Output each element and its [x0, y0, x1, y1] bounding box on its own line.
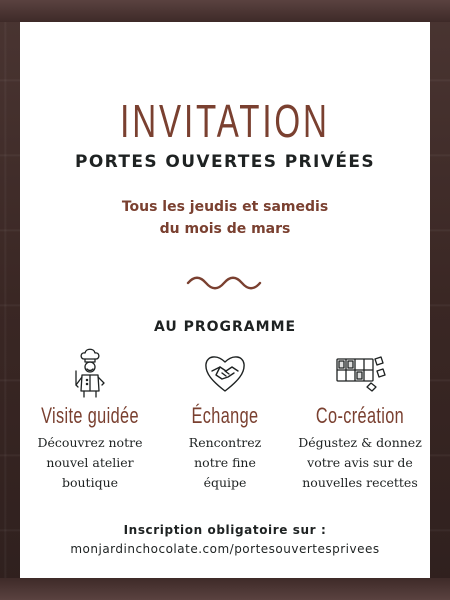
program-item-line: nouvelles recettes: [302, 475, 418, 490]
program-item-line: nouvel atelier: [46, 455, 134, 470]
program-item-line: boutique: [61, 475, 119, 490]
invitation-title: INVITATION: [120, 95, 330, 147]
program-item-title: Visite guidée: [41, 403, 139, 428]
chocolate-background-top: [0, 0, 450, 22]
program-item-line: équipe: [203, 475, 247, 490]
program-item-line: Rencontrez: [188, 435, 262, 450]
program-item-line: votre avis sur de: [307, 455, 413, 470]
program-heading: AU PROGRAMME: [153, 319, 297, 335]
chef-icon: [70, 347, 110, 399]
program-item-co-creation: [292, 347, 428, 493]
program-item-description: [157, 433, 293, 493]
program-item-title: Échange: [191, 403, 259, 428]
registration-label: Inscription obligatoire sur :: [123, 523, 327, 537]
invitation-card: [20, 22, 430, 578]
heart-handshake-icon: [202, 347, 248, 399]
chocolate-background-bottom: [0, 578, 450, 600]
event-dates: [20, 196, 430, 240]
program-item-line: notre fine: [194, 455, 256, 470]
program-columns: [20, 347, 430, 497]
program-item-exchange: [157, 347, 293, 493]
event-dates-line-1: Tous les jeudis et samedis: [121, 199, 329, 215]
program-item-description: [292, 433, 428, 493]
program-item-description: [22, 433, 158, 493]
event-dates-line-2: du mois de mars: [159, 221, 291, 237]
event-subtitle: PORTES OUVERTES PRIVÉES: [74, 152, 376, 172]
chocolate-bar-icon: [333, 347, 387, 399]
wave-squiggle-icon: [186, 274, 262, 290]
program-item-line: Dégustez & donnez: [298, 435, 422, 450]
program-item-guided-tour: [22, 347, 158, 493]
program-item-title: Co-création: [315, 403, 405, 428]
program-item-line: Découvrez notre: [37, 435, 143, 450]
registration-link[interactable]: monjardinchocolate.com/portesouvertesprivees: [70, 542, 380, 556]
